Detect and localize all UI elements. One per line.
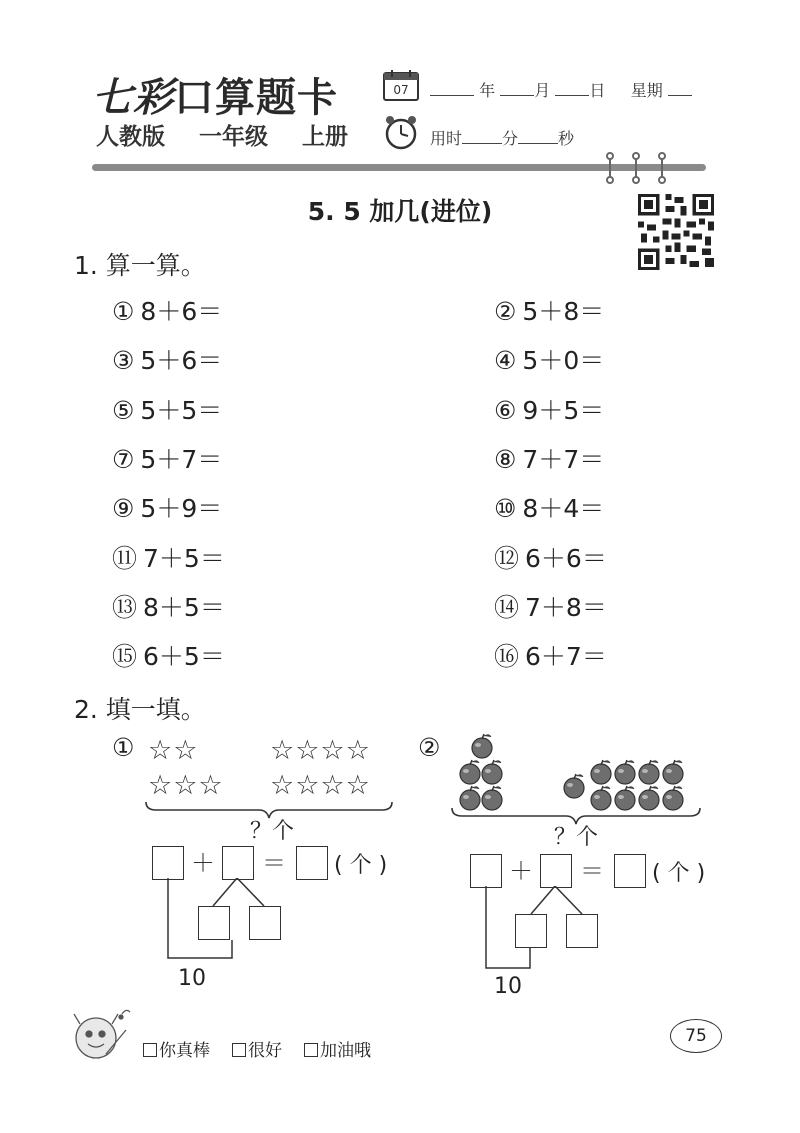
problem-number: ⑨: [112, 494, 135, 523]
p1-sum-box[interactable]: [296, 846, 328, 880]
answer-blank[interactable]: [225, 596, 285, 616]
p2-ten-label: 10: [494, 974, 522, 999]
answer-blank[interactable]: [604, 448, 664, 468]
p2-addend2-box[interactable]: [540, 854, 572, 888]
brand-title: [92, 66, 338, 123]
problem-item: [494, 637, 667, 673]
answer-blank[interactable]: [607, 547, 667, 567]
problem-item: [112, 440, 282, 476]
problem-expression: 6＋5＝: [143, 642, 225, 671]
p1-plus: ＋: [191, 849, 215, 877]
problem-expression: 9＋5＝: [522, 396, 605, 425]
edition-grade: 一年级: [199, 124, 269, 150]
weekday-blank[interactable]: [668, 81, 692, 96]
alarm-clock-icon: [382, 114, 420, 150]
problem-number: ⑧: [494, 445, 517, 474]
p1-equals: ＝: [262, 849, 286, 877]
apple-icon: [639, 760, 659, 784]
problem-item: [494, 440, 664, 476]
qr-code-icon[interactable]: [638, 194, 714, 270]
section-1-title: 1. 算一算。: [74, 251, 206, 280]
problem-number: ⑥: [494, 396, 517, 425]
problem-number: ⑤: [112, 396, 135, 425]
answer-blank[interactable]: [607, 596, 667, 616]
problem-item: [112, 539, 285, 575]
problem-item: [494, 489, 664, 525]
p2-unit: ( 个 ): [652, 861, 706, 886]
problem-expression: 5＋7＝: [140, 445, 223, 474]
year-label: 年: [479, 81, 496, 100]
problem-number: ⑮: [112, 642, 138, 671]
problem-expression: 8＋6＝: [140, 297, 223, 326]
problem-expression: 7＋7＝: [522, 445, 605, 474]
time-line: [430, 126, 574, 149]
problem-item: [494, 391, 664, 427]
problem-expression: 8＋4＝: [522, 494, 605, 523]
problem-item: [112, 341, 282, 377]
problem-expression: 5＋5＝: [140, 396, 223, 425]
p1-split-box-left[interactable]: [198, 906, 230, 940]
p1-number: ①: [112, 733, 135, 762]
problem-expression: 7＋5＝: [143, 544, 225, 573]
p1-stars-right-row2: ☆☆☆☆: [270, 770, 371, 801]
year-blank[interactable]: [430, 81, 474, 96]
edition-volume: 上册: [302, 124, 349, 150]
seconds-label: 秒: [558, 129, 575, 148]
page-number: 75: [670, 1019, 722, 1053]
answer-blank[interactable]: [604, 399, 664, 419]
minutes-label: 分: [502, 129, 519, 148]
day-blank[interactable]: [555, 81, 589, 96]
lesson-title: 5. 5 加几(进位): [307, 197, 493, 226]
problem-expression: 5＋0＝: [522, 346, 605, 375]
p1-stars-right-row1: ☆☆☆☆: [270, 735, 371, 766]
p1-stars-left-row2: ☆☆☆: [148, 770, 224, 801]
p1-unit: ( 个 ): [334, 853, 388, 878]
problem-expression: 6＋6＝: [525, 544, 607, 573]
apple-icon: [564, 774, 584, 798]
checkbox-icon[interactable]: [143, 1043, 157, 1057]
problem-number: ⑫: [494, 544, 520, 573]
p2-split-box-right[interactable]: [566, 914, 598, 948]
problem-number: ⑯: [494, 642, 520, 671]
mascot-icon: [66, 1004, 136, 1072]
checkbox-icon[interactable]: [232, 1043, 246, 1057]
p2-apples: [454, 734, 694, 814]
calendar-day: 07: [393, 83, 409, 97]
problem-number: ⑭: [494, 593, 520, 622]
problem-number: ⑬: [112, 593, 138, 622]
answer-blank[interactable]: [607, 645, 667, 665]
answer-blank[interactable]: [225, 547, 285, 567]
problem-item: [494, 588, 667, 624]
date-line: [430, 78, 692, 101]
answer-blank[interactable]: [222, 349, 282, 369]
answer-blank[interactable]: [222, 497, 282, 517]
problem-number: ②: [494, 297, 517, 326]
problem-number: ⑪: [112, 544, 138, 573]
p2-split-box-left[interactable]: [515, 914, 547, 948]
p2-sum-box[interactable]: [614, 854, 646, 888]
month-blank[interactable]: [500, 81, 534, 96]
p2-number: ②: [418, 733, 441, 762]
answer-blank[interactable]: [222, 399, 282, 419]
p1-ten-label: 10: [178, 966, 206, 991]
checkbox-icon[interactable]: [304, 1043, 318, 1057]
minutes-blank[interactable]: [462, 129, 502, 144]
apple-icon: [591, 760, 611, 784]
problem-number: ①: [112, 297, 135, 326]
problem-expression: 5＋8＝: [522, 297, 605, 326]
answer-blank[interactable]: [604, 349, 664, 369]
month-label: 月: [534, 81, 551, 100]
section-2-title: 2. 填一填。: [74, 695, 206, 724]
p1-question: ？个: [250, 819, 295, 844]
brand-title-part2: 口算题卡: [174, 74, 338, 121]
answer-blank[interactable]: [225, 645, 285, 665]
problem-item: [494, 341, 664, 377]
apple-icon: [472, 734, 492, 758]
p1-addend2-box[interactable]: [222, 846, 254, 880]
p1-stars-left-row1: ☆☆: [148, 735, 199, 766]
problem-number: ④: [494, 346, 517, 375]
p2-equals: ＝: [580, 857, 604, 885]
apple-icon: [482, 760, 502, 784]
day-label: 日: [589, 81, 606, 100]
problem-number: ⑦: [112, 445, 135, 474]
apple-icon: [460, 760, 480, 784]
rating-option-keep-going[interactable]: 加油哦: [304, 1036, 371, 1061]
p2-question: ？个: [554, 825, 599, 850]
time-label: 用时: [430, 129, 463, 148]
problem-expression: 5＋9＝: [140, 494, 223, 523]
problem-item: [494, 292, 664, 328]
problem-item: [112, 391, 282, 427]
binder-rings-icon: [598, 150, 678, 186]
answer-blank[interactable]: [604, 300, 664, 320]
problem-item: [494, 539, 667, 575]
rating-option-good[interactable]: 很好: [232, 1036, 282, 1061]
answer-blank[interactable]: [604, 497, 664, 517]
calendar-icon: [382, 68, 420, 102]
problem-item: [112, 489, 282, 525]
rating-option-great[interactable]: 你真棒: [143, 1036, 210, 1061]
problem-number: ③: [112, 346, 135, 375]
problem-expression: 6＋7＝: [525, 642, 607, 671]
problem-number: ⑩: [494, 494, 517, 523]
brand-title-part1: 七彩: [92, 74, 174, 121]
p2-plus: ＋: [509, 857, 533, 885]
problem-item: [112, 637, 285, 673]
problem-expression: 8＋5＝: [143, 593, 225, 622]
p1-addend1-box[interactable]: [152, 846, 184, 880]
problem-expression: 7＋8＝: [525, 593, 607, 622]
answer-blank[interactable]: [222, 448, 282, 468]
apple-icon: [615, 760, 635, 784]
edition-publisher: 人教版: [96, 124, 165, 150]
p2-addend1-box[interactable]: [470, 854, 502, 888]
answer-blank[interactable]: [222, 300, 282, 320]
problem-item: [112, 292, 282, 328]
p1-split-box-right[interactable]: [249, 906, 281, 940]
problem-expression: 5＋6＝: [140, 346, 223, 375]
edition-line: [96, 118, 348, 151]
apple-icon: [663, 760, 683, 784]
problem-item: [112, 588, 285, 624]
weekday-label: 星期: [630, 81, 663, 100]
seconds-blank[interactable]: [518, 129, 558, 144]
